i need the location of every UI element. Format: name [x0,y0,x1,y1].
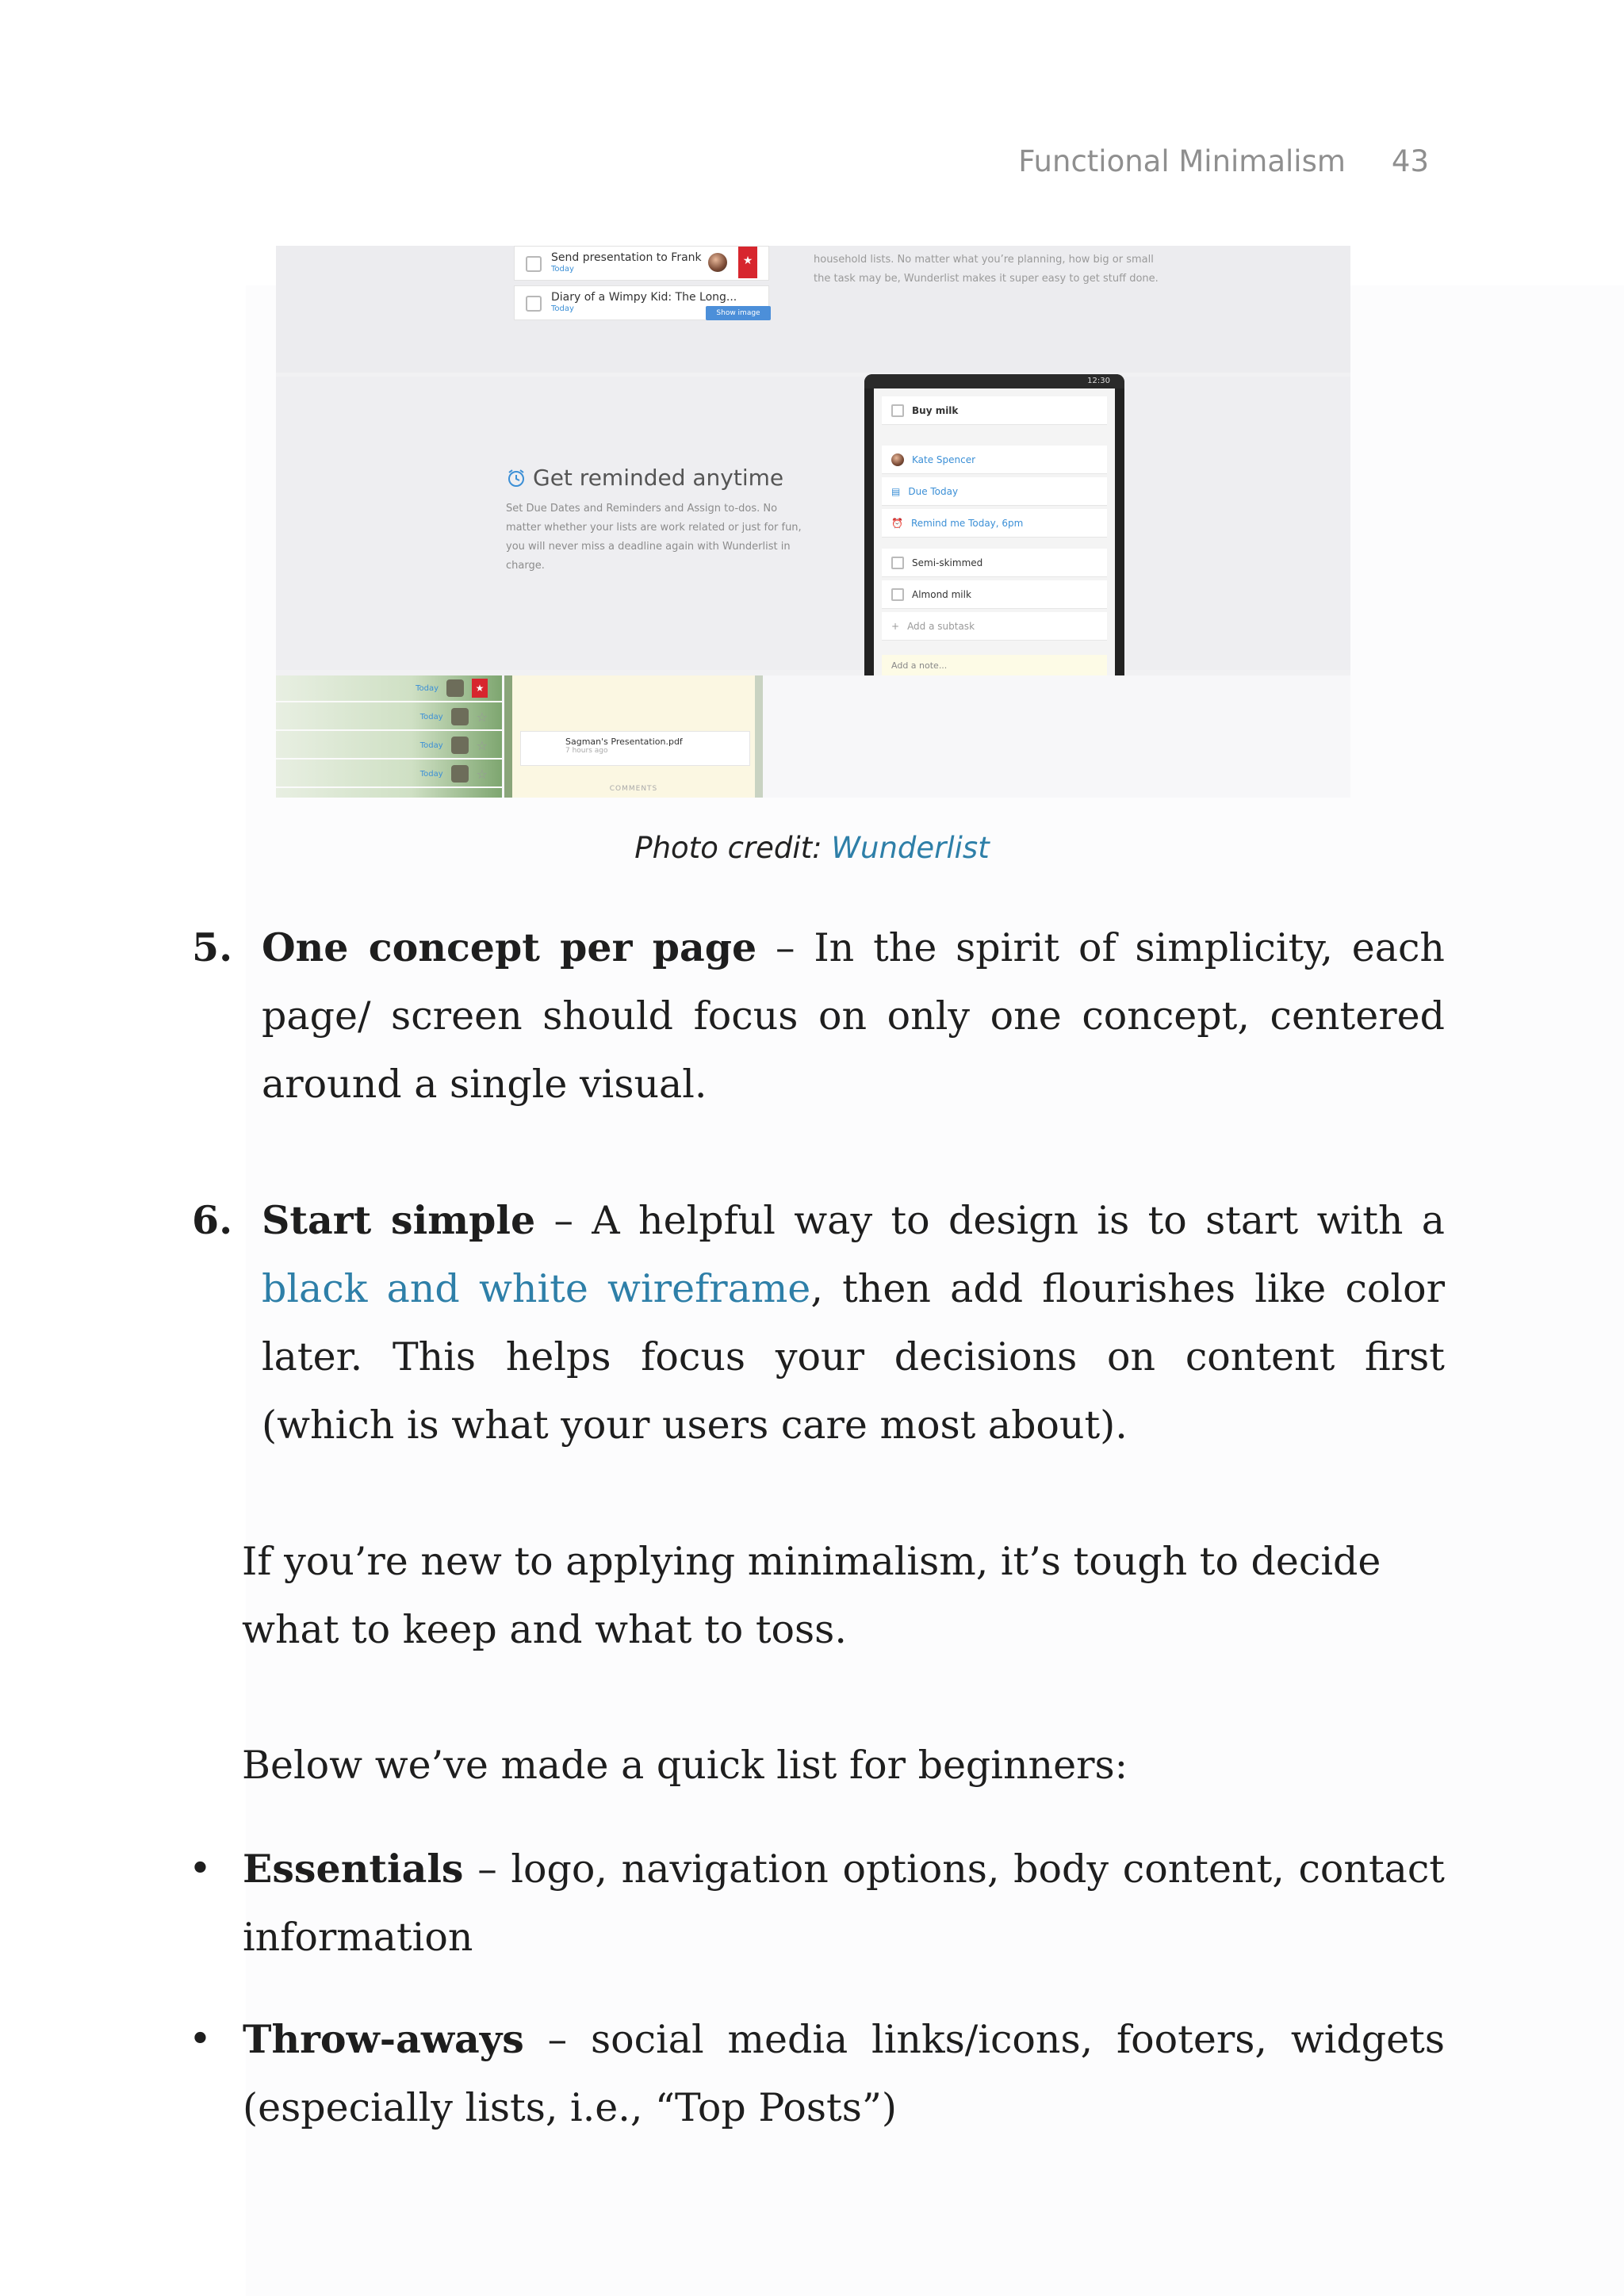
paragraph: If you’re new to applying minimalism, it’s tough to decide what to keep and what to toss. [242,1539,1381,1652]
list-item [192,1186,1445,1460]
task-due: Today [551,264,574,274]
avatar [451,765,469,783]
phone-status-bar: 12:30 [864,374,1124,388]
bullet-body [243,1835,1445,1972]
phone-add-subtask: Add a subtask [907,620,975,632]
avatar [451,708,469,725]
file-attachment [520,731,750,766]
bullet-body [243,2005,1445,2142]
list-due: Today [419,769,443,779]
list-body [262,913,1445,1119]
list-due: Today [416,683,439,693]
caption-prefix: Photo credit: [634,831,822,865]
task-card [514,246,769,281]
file-name: Sagman's Presentation.pdf [565,737,683,747]
phone-subtask-row [882,580,1107,609]
checkbox-icon [891,557,904,569]
phone-mockup [864,374,1124,675]
star-icon: ☆ [476,709,488,725]
checkbox-icon [526,296,542,312]
phone-add-subtask-row [882,612,1107,641]
file-time: 7 hours ago [565,747,608,755]
alarm-icon: ⏰ [891,517,903,529]
star-flag-icon: ★ [738,247,757,278]
wireframe-link[interactable]: black and white wireframe [262,1266,811,1311]
phone-note: Add a note... [882,655,1107,675]
remind-heading [506,465,783,491]
list-term: One concept per page [262,924,757,970]
star-icon: ☆ [476,766,488,782]
checkbox-icon [526,256,542,272]
alarm-clock-icon [506,468,527,488]
list-text: – A helpful way to design is to start with a [535,1198,1445,1243]
list-row [276,733,502,760]
phone-screen [874,388,1115,675]
list-number: 6. [192,1197,233,1243]
paragraph: Below we’ve made a quick list for beginners: [242,1743,1128,1788]
list-due: Today [419,740,443,750]
phone-subtask: Semi-skimmed [912,557,983,568]
bullet-icon: • [189,1846,212,1891]
task-list-panel [276,675,502,798]
star-flag-icon: ★ [472,679,488,698]
list-body [262,1186,1445,1460]
bullet-text: – social media links/icons, footers, widgets (especially lists, i.e., “Top Posts”) [243,2017,1445,2130]
list-number: 5. [192,924,233,970]
list-text: – In the spirit of simplicity, each page/ screen should focus on only one concept, centered around a single visual. [262,925,1445,1107]
top-description: household lists. No matter what you’re planning, how big or small the task may be, Wunderlist makes it super easy to get stuff done. [814,254,1159,285]
avatar [891,453,904,466]
remind-title: Get reminded anytime [533,465,784,491]
running-head [1018,144,1429,178]
phone-task-row [882,396,1107,425]
running-title: Functional Minimalism [1018,144,1346,178]
wunderlist-screenshot [276,246,1350,798]
bullet-term: Essentials [243,1846,464,1892]
list-row [276,704,502,731]
list-row [276,675,502,702]
phone-task-title: Buy milk [912,404,959,416]
phone-due: Due Today [908,485,959,497]
plus-icon: + [891,620,900,632]
phone-due-row [882,477,1107,506]
task-due: Today [551,304,574,313]
task-title: Send presentation to Frank [551,251,702,264]
checkbox-icon [891,404,904,417]
avatar [451,737,469,754]
figure-caption [0,831,1624,865]
task-title: Diary of a Wimpy Kid: The Long... [551,291,737,304]
caption-link[interactable]: Wunderlist [831,831,990,865]
phone-assignee-row [882,446,1107,474]
avatar [708,253,727,272]
task-detail-panel [504,675,763,798]
bullet-icon: • [189,2016,212,2061]
show-image-button: Show image [706,306,771,320]
comments-label: COMMENTS [609,785,658,793]
list-term: Start simple [262,1197,536,1243]
phone-subtask-row [882,549,1107,577]
calendar-icon: ▤ [891,485,901,497]
list-text: , then add flourishes like color later. This helps focus your decisions on content first (which is what your users care most about). [262,1266,1445,1448]
phone-assignee: Kate Spencer [912,453,976,465]
list-item [192,913,1445,1119]
bullet-text: – logo, navigation options, body content, contact information [243,1846,1445,1960]
phone-reminder: Remind me Today, 6pm [910,517,1024,529]
phone-subtask: Almond milk [912,588,971,600]
page-number: 43 [1391,144,1429,178]
checkbox-icon [891,588,904,601]
star-icon: ☆ [476,737,488,753]
avatar [446,679,464,697]
list-due: Today [419,712,443,721]
phone-reminder-row [882,509,1107,538]
bullet-term: Throw-aways [243,2016,524,2062]
bullet-item [189,2005,1445,2142]
list-row [276,761,502,788]
bullet-item [189,1835,1445,1972]
remind-description: Set Due Dates and Reminders and Assign to-dos. No matter whether your lists are work related or just for fun, you will never miss a deadline again with Wunderlist in charge. [506,503,802,572]
